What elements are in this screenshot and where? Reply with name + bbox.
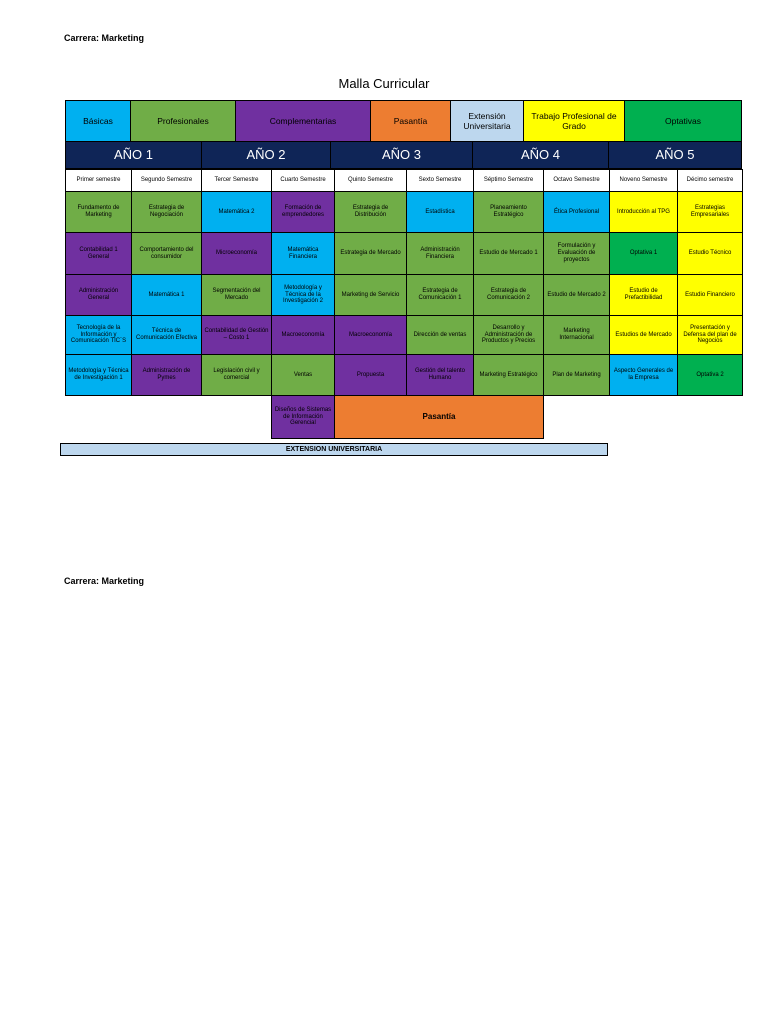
course-cell: Presentación y Defensa del plan de Negocios (677, 315, 743, 355)
course-cell: Formulación y Evaluación de proyectos (543, 232, 610, 275)
semester-header-6: Sexto Semestre (406, 169, 474, 192)
course-cell: Estrategia de Comunicación 1 (406, 274, 474, 316)
course-cell: Administración Financiera (406, 232, 474, 275)
course-cell: Estrategia de Distribución (334, 191, 407, 233)
year-header-1: AÑO 1 (65, 141, 202, 169)
course-cell: Propuesta (334, 354, 407, 396)
course-cell: Estudio de Mercado 2 (543, 274, 610, 316)
semester-header-1: Primer semestre (65, 169, 132, 192)
career-label-bottom: Carrera: Marketing (64, 576, 145, 586)
semester-header-7: Séptimo Semestre (473, 169, 544, 192)
year-header-4: AÑO 4 (472, 141, 609, 169)
course-cell: Estudio de Mercado 1 (473, 232, 544, 275)
course-cell: Estadística (406, 191, 474, 233)
course-cell: Marketing Internacional (543, 315, 610, 355)
course-cell: Formación de emprendedores (271, 191, 335, 233)
course-cell: Planeamiento Estratégico (473, 191, 544, 233)
year-header-5: AÑO 5 (608, 141, 742, 169)
course-cell: Estrategias Empresariales (677, 191, 743, 233)
course-cell: Comportamiento del consumidor (131, 232, 202, 275)
legend-tpg: Trabajo Profesional de Grado (523, 100, 625, 142)
course-cell: Marketing Estratégico (473, 354, 544, 396)
course-cell: Macroeconomía (334, 315, 407, 355)
course-cell: Matemática 1 (131, 274, 202, 316)
course-cell: Contabilidad de Gestión – Costo 1 (201, 315, 272, 355)
career-label-top: Carrera: Marketing (64, 33, 145, 43)
course-cell: Aspecto Generales de la Empresa (609, 354, 678, 396)
semester-header-5: Quinto Semestre (334, 169, 407, 192)
legend-pasantia: Pasantía (370, 100, 451, 142)
course-cell: Plan de Marketing (543, 354, 610, 396)
semester-header-2: Segundo Semestre (131, 169, 202, 192)
semester-header-9: Noveno Semestre (609, 169, 678, 192)
course-cell: Estudio Financiero (677, 274, 743, 316)
course-cell: Legislación civil y comercial (201, 354, 272, 396)
extension-universitaria-bar: EXTENSION UNIVERSITARIA (60, 443, 608, 456)
semester-header-4: Cuarto Semestre (271, 169, 335, 192)
course-cell: Marketing de Servicio (334, 274, 407, 316)
curriculum-grid (65, 100, 742, 442)
legend-profesionales: Profesionales (130, 100, 236, 142)
legend-extension: Extensión Universitaria (450, 100, 524, 142)
legend-complementarias: Complementarias (235, 100, 371, 142)
semester-header-3: Tercer Semestre (201, 169, 272, 192)
course-cell: Optativa 1 (609, 232, 678, 275)
course-cell: Dirección de ventas (406, 315, 474, 355)
course-cell: Estrategia de Comunicación 2 (473, 274, 544, 316)
course-cell: Tecnología de la Información y Comunicación TIC´S (65, 315, 132, 355)
course-cell: Estrategia de Mercado (334, 232, 407, 275)
course-cell: Administración de Pymes (131, 354, 202, 396)
course-cell: Diseños de Sistemas de Información Gerencial (271, 395, 335, 439)
course-cell: Estrategia de Negociación (131, 191, 202, 233)
course-cell: Ventas (271, 354, 335, 396)
course-cell: Introducción al TPG (609, 191, 678, 233)
semester-header-8: Octavo Semestre (543, 169, 610, 192)
course-cell: Gestión del talento Humano (406, 354, 474, 396)
course-cell: Fundamento de Marketing (65, 191, 132, 233)
course-cell: Estudio Técnico (677, 232, 743, 275)
course-cell: Desarrollo y Administración de Productos y Precios (473, 315, 544, 355)
year-header-2: AÑO 2 (201, 141, 331, 169)
year-header-3: AÑO 3 (330, 141, 473, 169)
page-title: Malla Curricular (338, 76, 430, 91)
legend-optativas: Optativas (624, 100, 742, 142)
course-cell: Técnica de Comunicación Efectiva (131, 315, 202, 355)
course-cell: Matemática 2 (201, 191, 272, 233)
course-cell: Estudio de Prefactibilidad (609, 274, 678, 316)
course-cell: Administración General (65, 274, 132, 316)
course-cell: Metodología y Técnica de la Investigación 2 (271, 274, 335, 316)
semester-header-10: Décimo semestre (677, 169, 743, 192)
course-cell: Estudios de Mercado (609, 315, 678, 355)
course-cell: Metodología y Técnica de Investigación 1 (65, 354, 132, 396)
course-cell: Matemática Financiera (271, 232, 335, 275)
course-cell: Segmentación del Mercado (201, 274, 272, 316)
course-cell: Optativa 2 (677, 354, 743, 396)
course-cell: Contabilidad 1 General (65, 232, 132, 275)
course-cell: Microeconomía (201, 232, 272, 275)
course-cell: Macroeconomía (271, 315, 335, 355)
pasantia-block: Pasantía (334, 395, 544, 439)
course-cell: Ética Profesional (543, 191, 610, 233)
legend-basicas: Básicas (65, 100, 131, 142)
